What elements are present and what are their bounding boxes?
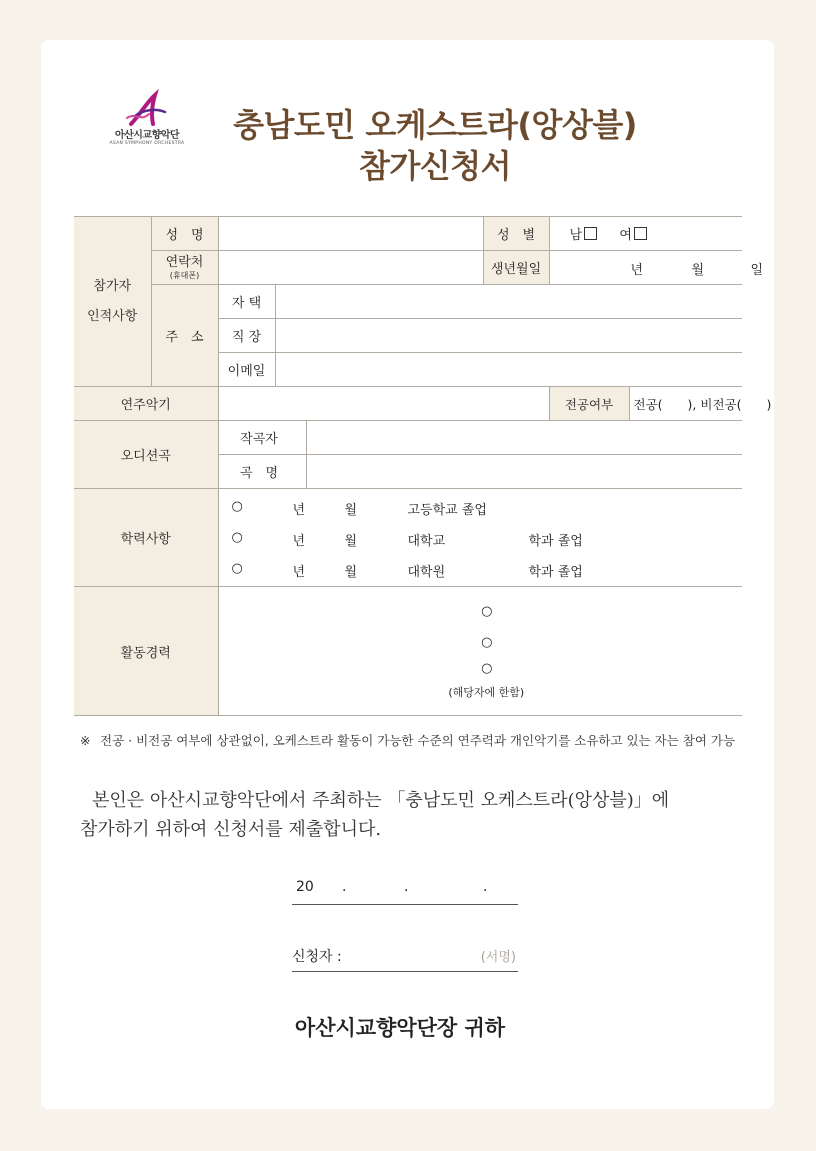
applicant-label: 신청자 : <box>292 949 342 965</box>
home-label: 자 택 <box>218 285 275 319</box>
email-label: 이메일 <box>218 353 275 387</box>
logo-name-en: ASAN SYMPHONY ORCHESTRA <box>109 141 185 146</box>
eligibility-notice <box>80 732 740 749</box>
contact-input[interactable] <box>218 251 483 285</box>
education-label: 학력사항 <box>74 489 218 587</box>
gender-options <box>549 217 742 251</box>
page-title: 충남도민 오케스트라(앙상블) <box>233 106 637 144</box>
gender-female-checkbox[interactable] <box>634 227 647 240</box>
participant-header <box>74 217 151 387</box>
gender-female-label: 여 <box>619 228 632 243</box>
name-input[interactable] <box>218 217 483 251</box>
page-subtitle: 참가신청서 <box>358 147 512 185</box>
birth-day-label: 일 <box>750 263 764 278</box>
gender-label: 성 별 <box>483 217 549 251</box>
contact-sublabel: (휴대폰) <box>169 271 200 280</box>
pledge-line-1: 본인은 아산시교향악단에서 주최하는 「충남도민 오케스트라(앙상블)」에 <box>92 790 670 811</box>
education-row: ○ 년 월 고등학교 졸업 <box>231 499 487 518</box>
audition-label: 오디션곡 <box>74 421 218 489</box>
piece-input[interactable] <box>306 455 742 489</box>
home-address-input[interactable] <box>275 285 742 319</box>
birth-month-label: 월 <box>691 263 705 278</box>
activity-section[interactable] <box>218 587 742 716</box>
major-label: 전공여부 <box>549 387 629 421</box>
pledge-line-2: 참가하기 위하여 신청서를 제출합니다. <box>80 819 382 840</box>
activity-label: 활동경력 <box>74 587 218 716</box>
education-row: ○ 년 월 대학원 학과 졸업 <box>231 561 583 580</box>
education-row: ○ 년 월 대학교 학과 졸업 <box>231 530 583 549</box>
piece-label: 곡 명 <box>218 455 306 489</box>
date-dot: . <box>404 879 409 895</box>
composer-label: 작곡자 <box>218 421 306 455</box>
work-address-input[interactable] <box>275 319 742 353</box>
signature-field[interactable] <box>292 940 518 972</box>
participant-label-1: 참가자 <box>93 278 132 294</box>
contact-label: 연락처 (휴대폰) <box>151 251 218 285</box>
signature-placeholder: (서명) <box>480 950 516 965</box>
orchestra-logo <box>98 92 196 152</box>
notice-text: 전공 · 비전공 여부에 상관없이, 오케스트라 활동이 가능한 수준의 연주력과 개인악기를 소유하고 있는 자는 참여 가능 <box>100 733 736 748</box>
addressee: 아산시교향악단장 귀하 <box>294 1016 506 1040</box>
education-section[interactable] <box>218 489 742 587</box>
instrument-label: 연주악기 <box>74 387 218 421</box>
name-label: 성 명 <box>151 217 218 251</box>
date-year-prefix: 20 <box>296 879 314 895</box>
address-label: 주 소 <box>151 285 218 387</box>
logo-name-kr: 아산시교향악단 <box>114 130 180 141</box>
pledge-statement <box>80 786 740 844</box>
orchestra-logo-icon <box>125 92 169 128</box>
activity-note: (해당자에 한함) <box>448 686 525 699</box>
birth-input[interactable] <box>549 251 764 285</box>
activity-bullet: ○ <box>481 635 493 650</box>
gender-male-checkbox[interactable] <box>584 227 597 240</box>
email-input[interactable] <box>275 353 742 387</box>
date-field[interactable] <box>292 872 518 905</box>
activity-bullet: ○ <box>481 661 493 676</box>
date-dot: . <box>483 879 488 895</box>
gender-male-label: 남 <box>569 228 583 243</box>
major-input[interactable]: 전공( ), 비전공( ) <box>629 387 742 421</box>
work-label: 직 장 <box>218 319 275 353</box>
birth-year-label: 년 <box>630 263 644 278</box>
date-dot: . <box>342 879 347 895</box>
notice-mark: ※ <box>80 733 91 748</box>
application-form-table <box>74 216 772 716</box>
composer-input[interactable] <box>306 421 742 455</box>
birth-label: 생년월일 <box>483 251 549 285</box>
participant-label-2: 인적사항 <box>87 308 138 324</box>
activity-bullet: ○ <box>481 604 493 619</box>
instrument-input[interactable] <box>218 387 549 421</box>
